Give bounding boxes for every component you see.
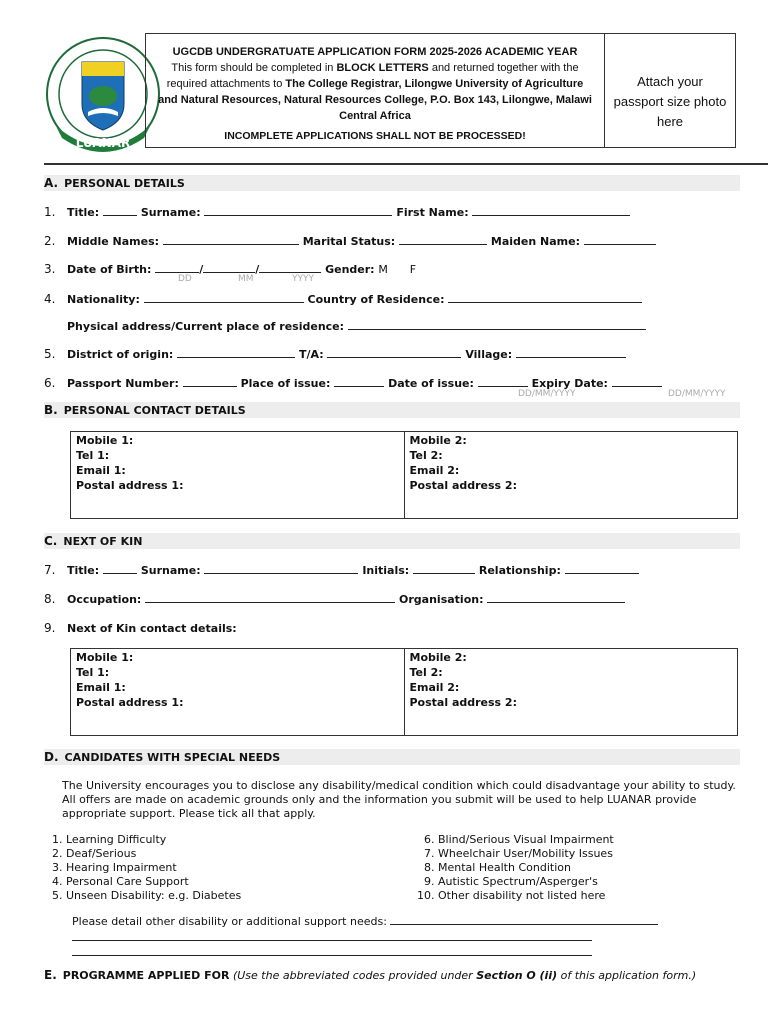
photo-text-3: here [656,114,684,129]
dob-month-field[interactable] [203,262,255,273]
postal-address-2-label: Postal address 2: [409,479,517,492]
row-3-dob-gender: 3. Date of Birth: / / Gender: M F [44,262,417,276]
passport-number-field[interactable] [183,376,237,387]
expiry-date-field[interactable] [612,376,662,387]
logo-banner: LUANAR [75,136,131,150]
kin-email-1-label: Email 1: [76,681,126,694]
incomplete-warning: INCOMPLETE APPLICATIONS SHALL NOT BE PROCESSED! [224,130,526,142]
need-item[interactable]: 3. Hearing Impairment [66,861,396,875]
section-b-header: B. PERSONAL CONTACT DETAILS [44,402,740,418]
need-item[interactable]: 1. Learning Difficulty [66,833,396,847]
header-box [145,33,605,148]
programme-note: (Use the abbreviated codes provided under Section O (ii) of this application form.) [232,969,697,982]
row-4-nationality: 4. Nationality: Country of Residence: [44,292,642,306]
row-7-kin-names: 7. Title: Surname: Initials: Relationship: [44,563,639,577]
section-c-header: C. NEXT OF KIN [44,533,740,549]
kin-tel-2-label: Tel 2: [409,666,443,679]
kin-surname-field[interactable] [204,563,358,574]
kin-title-field[interactable] [103,563,137,574]
marital-status-field[interactable] [399,234,487,245]
section-e-header: E. PROGRAMME APPLIED FOR (Use the abbreviated codes provided under Section O (ii) of this application form.) [44,968,697,982]
need-item[interactable]: 9. Autistic Spectrum/Asperger's [438,875,738,889]
gender-m-option[interactable]: M [378,263,388,276]
other-needs-field[interactable] [390,914,658,925]
dob-day-hint: DD [178,274,192,284]
expiry-date-hint: DD/MM/YYYY [668,389,726,399]
passport-photo-box[interactable] [604,33,736,148]
kin-postal-address-2-label: Postal address 2: [409,696,517,709]
kin-initials-field[interactable] [413,563,475,574]
physical-address-field[interactable] [348,319,646,330]
need-item[interactable]: 6. Blind/Serious Visual Impairment [438,833,738,847]
maiden-name-field[interactable] [584,234,656,245]
form-title: UGCDB UNDERGRATUATE APPLICATION FORM 2025-2026 ACADEMIC YEAR [172,46,578,58]
kin-tel-1-label: Tel 1: [76,666,110,679]
country-of-residence-field[interactable] [448,292,642,303]
postal-address-1-label: Postal address 1: [76,479,184,492]
photo-text-2: passport size photo [613,94,727,109]
section-a-header: A. PERSONAL DETAILS [44,175,740,191]
email-1-label: Email 1: [76,464,126,477]
gender-f-option[interactable]: F [409,263,417,276]
first-name-field[interactable] [472,205,630,216]
title-field[interactable] [103,205,137,216]
nationality-field[interactable] [144,292,304,303]
instruction-line-1: This form should be completed in BLOCK LETTERS and returned together with the [171,62,579,74]
instruction-line-3: and Natural Resources, Natural Resources College, P.O. Box 143, Lilongwe, Malawi [158,94,592,106]
kin-contact-table [70,648,738,736]
needs-list-left [36,833,396,903]
kin-contact-right[interactable] [404,649,738,736]
other-needs-row [72,914,658,928]
kin-occupation-field[interactable] [145,592,395,603]
mobile-2-label: Mobile 2: [409,434,467,447]
need-item[interactable]: 10. Other disability not listed here [438,889,738,903]
dob-month-hint: MM [238,274,254,284]
row-2-middle-marital: 2. Middle Names: Marital Status: Maiden Name: [44,234,656,248]
kin-organisation-field[interactable] [487,592,625,603]
section-d-header: D. CANDIDATES WITH SPECIAL NEEDS [44,749,740,765]
mobile-1-label: Mobile 1: [76,434,134,447]
other-needs-line-3[interactable] [72,955,592,956]
row-4b-address: Physical address/Current place of residence: [67,319,646,333]
dob-day-field[interactable] [155,262,199,273]
need-item[interactable]: 2. Deaf/Serious [66,847,396,861]
kin-postal-address-1-label: Postal address 1: [76,696,184,709]
row-8-kin-occupation: 8. Occupation: Organisation: [44,592,625,606]
personal-contact-left[interactable] [71,432,405,519]
kin-relationship-field[interactable] [565,563,639,574]
date-of-issue-field[interactable] [478,376,528,387]
other-needs-label: Please detail other disability or additional support needs: [72,915,387,928]
kin-contact-left[interactable] [71,649,405,736]
row-9-kin-contact: 9. Next of Kin contact details: [44,621,237,635]
kin-email-2-label: Email 2: [409,681,460,694]
need-item[interactable]: 5. Unseen Disability: e.g. Diabetes [66,889,396,903]
village-field[interactable] [516,347,626,358]
ta-field[interactable] [327,347,461,358]
dob-year-field[interactable] [259,262,321,273]
kin-mobile-2-label: Mobile 2: [409,651,467,664]
middle-names-field[interactable] [163,234,299,245]
email-2-label: Email 2: [409,464,460,477]
other-needs-line-2[interactable] [72,940,592,941]
photo-text-1: Attach your [637,74,703,89]
tel-1-label: Tel 1: [76,449,110,462]
kin-mobile-1-label: Mobile 1: [76,651,134,664]
header-divider [44,163,768,165]
surname-field[interactable] [204,205,392,216]
row-1-title-names: 1. Title: Surname: First Name: [44,205,630,219]
personal-contact-table [70,431,738,519]
tel-2-label: Tel 2: [409,449,443,462]
issue-date-hint: DD/MM/YYYY [518,389,576,399]
need-item[interactable]: 7. Wheelchair User/Mobility Issues [438,847,738,861]
instruction-line-4: Central Africa [339,110,411,122]
special-needs-intro: The University encourages you to disclose any disability/medical condition which could disadvantage your ability to study. All offers are made on academic grounds only and the information you submit will be used to help LUANAR provide appropriate support. Please tick all that apply. [62,779,736,820]
need-item[interactable]: 4. Personal Care Support [66,875,396,889]
row-6-passport: 6. Passport Number: Place of issue: Date of issue: Expiry Date: [44,376,662,390]
personal-contact-right[interactable] [404,432,738,519]
district-field[interactable] [177,347,295,358]
row-5-origin: 5. District of origin: T/A: Village: [44,347,626,361]
needs-list-right [408,833,738,903]
instruction-line-2: required attachments to The College Registrar, Lilongwe University of Agriculture [166,78,584,90]
place-of-issue-field[interactable] [334,376,384,387]
dob-year-hint: YYYY [292,274,314,284]
need-item[interactable]: 8. Mental Health Condition [438,861,738,875]
